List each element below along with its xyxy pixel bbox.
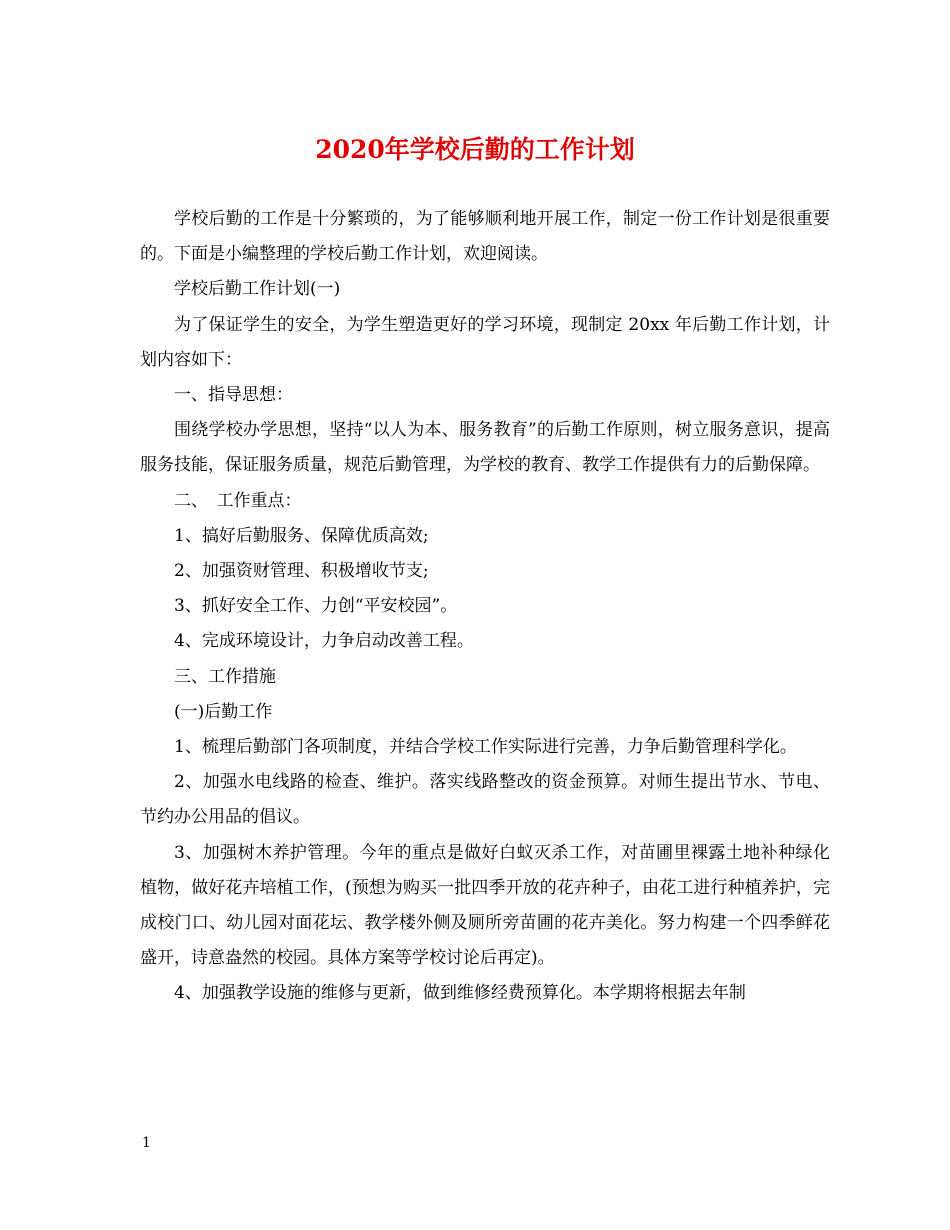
list-item: 4、完成环境设计，力争启动改善工程。 xyxy=(174,631,474,652)
list-item: 1、梳理后勤部门各项制度，并结合学校工作实际进行完善，力争后勤管理科学化。 xyxy=(174,737,797,758)
paragraph: 学校后勤的工作是十分繁琐的，为了能够顺利地开展工作，制定一份工作计划是很重要的。下面是小编整理的学校后勤工作计划，欢迎阅读。 xyxy=(140,209,830,265)
list-item: 3、加强树木养护管理。今年的重点是做好白蚁灭杀工作，对苗圃里裸露土地补种绿化植物，做好花卉培植工作，(预想为购买一批四季开放的花卉种子，由花工进行种植养护，完成校门口、幼儿园对面花坛、教学楼外侧及厕所旁苗圃的花卉美化。努力构建一个四季鲜花盛开，诗意盎然的校园。具体方案等学校讨论后再定)。 xyxy=(140,842,830,969)
section-heading: 三、工作措施 xyxy=(174,666,276,687)
list-item: 4、加强教学设施的维修与更新，做到维修经费预算化。本学期将根据去年制 xyxy=(174,983,746,1004)
list-item: 1、搞好后勤服务、保障优质高效; xyxy=(174,525,429,546)
document-title: 2020年学校后勤的工作计划 xyxy=(315,135,635,164)
list-item: 3、抓好安全工作、力创“平安校园”。 xyxy=(174,596,458,617)
paragraph: 围绕学校办学思想，坚持“以人为本、服务教育”的后勤工作原则，树立服务意识，提高服务技能，保证服务质量，规范后勤管理，为学校的教育、教学工作提供有力的后勤保障。 xyxy=(140,420,830,476)
subsection-heading: (一)后勤工作 xyxy=(174,701,273,722)
section-heading: 一、指导思想： xyxy=(174,385,293,406)
list-item: 2、加强水电线路的检查、维护。落实线路整改的资金预算。对师生提出节水、节电、节约办公用品的倡议。 xyxy=(140,772,830,828)
document-body xyxy=(140,202,830,1012)
section-heading: 二、 工作重点： xyxy=(174,490,302,511)
paragraph: 学校后勤工作计划(一) xyxy=(174,279,341,300)
list-item: 2、加强资财管理、积极增收节支; xyxy=(174,561,429,582)
page-number: 1 xyxy=(142,1135,151,1151)
paragraph: 为了保证学生的安全，为学生塑造更好的学习环境，现制定 20xx 年后勤工作计划，计划内容如下： xyxy=(140,314,830,370)
